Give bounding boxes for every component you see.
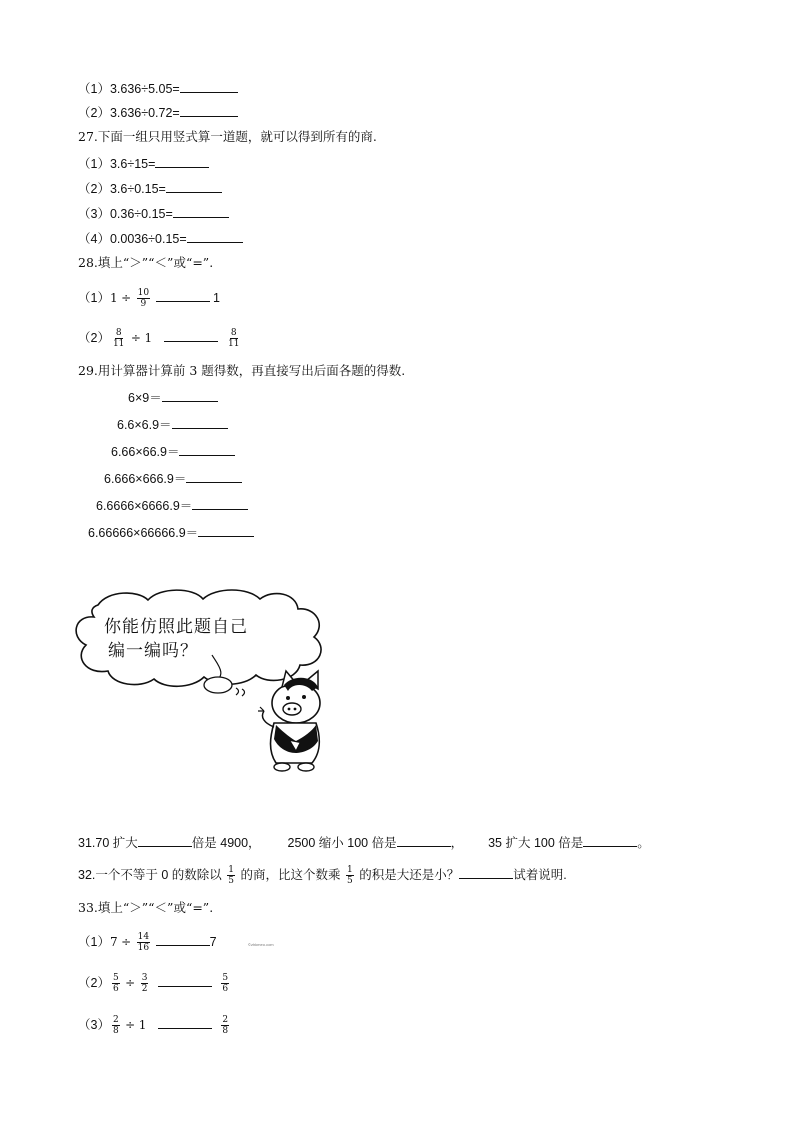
q31-blank-3[interactable] xyxy=(583,834,637,847)
q28-item-1-den: 9 xyxy=(140,299,147,310)
q28-item-2-rnum: 8 xyxy=(230,328,237,339)
q32-num-1: 1 xyxy=(228,865,234,876)
q28-item-1-op: ÷ xyxy=(121,291,132,305)
bubble-line-1: 你能仿照此题自己 xyxy=(104,617,248,637)
q33-item-3-rn: 2 xyxy=(222,1015,229,1026)
q29-item-3 xyxy=(111,443,235,460)
q26-item-1-blank[interactable] xyxy=(180,80,238,93)
q33-item-3-blank[interactable] xyxy=(158,1016,212,1029)
q33-item-3-right-fraction xyxy=(221,1015,229,1036)
q33-item-1-op: ÷ xyxy=(121,935,132,949)
watermark-text: ©zhkmeo.com xyxy=(248,942,274,947)
q33-title: 33.填上“＞”“＜”或“=”. xyxy=(78,900,214,915)
q33-item-1-den: 16 xyxy=(137,943,150,954)
q28-item-1 xyxy=(78,288,220,309)
q32 xyxy=(78,864,567,886)
q33-item-1-num: 14 xyxy=(137,932,150,943)
q31 xyxy=(78,834,650,851)
q33-item-2-fraction-1 xyxy=(112,973,120,994)
q28-item-2-right-fraction xyxy=(227,328,240,349)
q29-item-1-blank[interactable] xyxy=(162,389,218,402)
q28-item-1-prefix: （1） xyxy=(78,291,110,305)
q32-part-3: 的积是大还是小？ xyxy=(359,868,460,882)
small-bubble xyxy=(204,677,232,693)
q33-item-2-d1: 6 xyxy=(112,984,119,995)
q31-part-3: 2500 缩小 100 倍是 xyxy=(287,836,397,850)
q26-item-1-label: （1）3.636÷5.05= xyxy=(78,82,180,96)
q28-item-2-prefix: （2） xyxy=(78,331,110,345)
q28-item-2-blank[interactable] xyxy=(164,329,218,342)
q33-item-1-blank[interactable] xyxy=(156,933,210,946)
q32-blank[interactable] xyxy=(459,866,513,879)
q33-item-3-prefix: （3） xyxy=(78,1018,110,1032)
q29-item-4-expr: 6.666×666.9＝ xyxy=(104,472,187,486)
q28-item-1-num: 10 xyxy=(137,288,150,299)
q27-item-3 xyxy=(78,205,229,222)
q33-item-2-prefix: （2） xyxy=(78,976,110,990)
q33-item-1-right: 7 xyxy=(209,935,217,949)
q32-part-4: 试着说明. xyxy=(513,868,567,882)
q27-item-3-label: （3）0.36÷0.15= xyxy=(78,207,173,221)
q28-item-2-rden: 11 xyxy=(228,339,240,350)
q27-item-1-label: （1）3.6÷15= xyxy=(78,157,156,171)
q33-item-3-d1: 8 xyxy=(112,1026,119,1037)
q26-item-1 xyxy=(78,80,238,97)
q28-item-1-a: 1 xyxy=(109,291,118,305)
q33-item-1-prefix: （1） xyxy=(78,935,110,949)
q33-item-2-n2: 3 xyxy=(141,973,148,984)
q27-item-4-label: （4）0.0036÷0.15= xyxy=(78,232,187,246)
tiny-bubble-2 xyxy=(242,689,245,696)
q29-title: 29.用计算器计算前 3 题得数，再直接写出后面各题的得数. xyxy=(78,363,406,378)
q27-item-4-blank[interactable] xyxy=(187,230,243,243)
q29-item-5-expr: 6.6666×6666.9＝ xyxy=(96,499,193,513)
q33-item-2-fraction-2 xyxy=(141,973,149,994)
q33-item-2 xyxy=(78,972,231,994)
q33-item-2-op: ÷ xyxy=(125,976,136,990)
q31-part-6: 。 xyxy=(637,836,650,850)
q31-blank-1[interactable] xyxy=(138,834,192,847)
q29-item-1 xyxy=(128,389,218,406)
q26-item-2 xyxy=(78,104,238,121)
q32-den-1: 5 xyxy=(228,876,234,887)
q33-item-3-rd: 8 xyxy=(222,1026,229,1037)
q32-part-2: 的商，比这个数乘 xyxy=(240,868,341,882)
q29-item-2 xyxy=(117,416,228,433)
q31-blank-2[interactable] xyxy=(397,834,451,847)
q29-item-6 xyxy=(88,524,254,541)
q31-part-2: 倍是 4900， xyxy=(191,836,261,850)
q33-item-3 xyxy=(78,1014,231,1036)
q29-item-6-blank[interactable] xyxy=(198,524,254,537)
q27-item-2 xyxy=(78,180,222,197)
q29-item-4-blank[interactable] xyxy=(186,470,242,483)
q33-item-3-b: 1 xyxy=(138,1018,147,1032)
q33-item-2-n1: 5 xyxy=(112,973,119,984)
q28-item-2-b: 1 xyxy=(144,331,153,345)
q28-item-1-right: 1 xyxy=(213,291,220,305)
q32-part-1: 32.一个不等于 0 的数除以 xyxy=(78,868,222,882)
q32-num-2: 1 xyxy=(346,865,353,876)
q27-item-3-blank[interactable] xyxy=(173,205,229,218)
tiny-bubble-1 xyxy=(236,688,239,695)
q27-title: 27.下面一组只用竖式算一道题，就可以得到所有的商. xyxy=(78,129,377,144)
q28-item-2 xyxy=(78,328,243,349)
q28-item-1-fraction xyxy=(137,288,150,309)
q28-item-2-op: ÷ xyxy=(130,331,141,345)
q33-item-3-fraction xyxy=(112,1015,120,1036)
q27-item-1-blank[interactable] xyxy=(155,155,209,168)
q32-den-2: 5 xyxy=(346,876,353,887)
q33-item-2-right-fraction xyxy=(221,973,229,994)
q31-part-4: ， xyxy=(450,836,464,850)
q29-item-3-expr: 6.66×66.9＝ xyxy=(111,445,180,459)
q29-item-4 xyxy=(104,470,242,487)
q28-item-1-blank[interactable] xyxy=(156,289,210,302)
q26-item-2-label: （2）3.636÷0.72= xyxy=(78,106,180,120)
q33-item-1-fraction xyxy=(137,932,150,953)
pig-icon xyxy=(258,671,320,771)
bubble-line-2: 编一编吗？ xyxy=(108,641,198,661)
q27-item-1 xyxy=(78,155,209,172)
q33-item-1 xyxy=(78,931,274,956)
q29-item-5 xyxy=(96,497,248,514)
q33-item-3-n1: 2 xyxy=(112,1015,119,1026)
q33-item-2-d2: 2 xyxy=(141,984,148,995)
q31-part-1: 31.70 扩大 xyxy=(78,836,138,850)
q32-fraction-1 xyxy=(227,865,235,886)
q31-part-5: 35 扩大 100 倍是 xyxy=(488,836,584,850)
q29-item-6-expr: 6.66666×66666.9＝ xyxy=(88,526,199,540)
q29-item-2-blank[interactable] xyxy=(172,416,228,429)
q32-fraction-2 xyxy=(346,865,354,886)
q27-item-4 xyxy=(78,230,243,247)
q29-item-5-blank[interactable] xyxy=(192,497,248,510)
q28-item-2-num: 8 xyxy=(115,328,122,339)
q28-item-2-den: 11 xyxy=(112,339,125,350)
q29-item-2-expr: 6.6×6.9＝ xyxy=(117,418,172,432)
q27-item-2-blank[interactable] xyxy=(166,180,222,193)
q33-item-2-rd: 6 xyxy=(222,984,229,995)
q33-item-1-a: 7 xyxy=(109,935,118,949)
q29-item-1-expr: 6×9＝ xyxy=(128,391,162,405)
q27-item-2-label: （2）3.6÷0.15= xyxy=(78,182,166,196)
q28-title: 28.填上“＞”“＜”或“=”. xyxy=(78,255,214,270)
q28-item-2-fraction xyxy=(112,328,125,349)
q29-item-3-blank[interactable] xyxy=(179,443,235,456)
q33-item-3-op: ÷ xyxy=(125,1018,136,1032)
q33-item-2-blank[interactable] xyxy=(158,974,212,987)
q26-item-2-blank[interactable] xyxy=(180,104,238,117)
q33-item-2-rn: 5 xyxy=(222,973,229,984)
